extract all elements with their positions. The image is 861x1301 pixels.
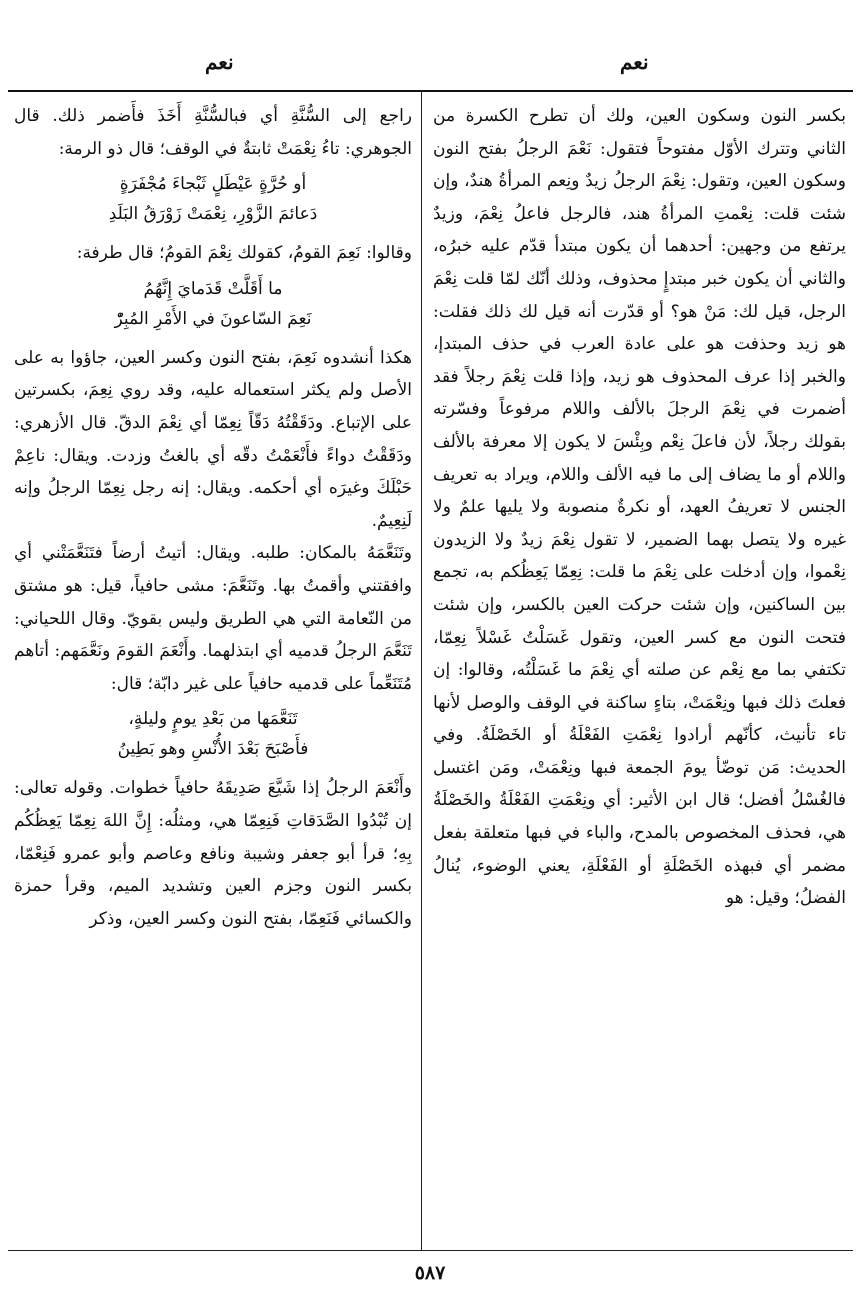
left-paragraph-4: وتَنَعَّمَهُ بالمكان: طلبه. ويقال: أتيتُ أرضاً فتَنَعَّمَتْني أي وافقتني وأقمتُ بها. وتَنَعَّمَ: مشى حافياً، قيل: هو مشتق من النّعامة التي هي الطريق وليس بقويّ. وقال اللحياني: تَنَعَّمَ الرجلُ قدميه أي ابتذلهما. وأَنْعَمَ القومَ ونَعَّمَهم: أتاهم مُتَنَعِّماً على قدميه حافياً على غير دابّة؛ قال:	[14, 543, 412, 694]
running-header-right: نعم	[620, 50, 649, 74]
poem-quotation	[14, 704, 412, 764]
poem-line: دَعائمَ الزَّوْرِ، نِعْمَتْ زَوْرَقُ البَلَدِ	[108, 204, 318, 225]
footer-divider	[8, 1250, 853, 1251]
left-paragraph-3: هكذا أنشدوه نَعِمَ، بفتح النون وكسر العين، جاؤوا به على الأصل ولم يكثر استعماله عليه، وقد روي نِعِمَ، بكسرتين على الإتباع. ودَقَقْتُهُ دَقّاً نِعِمّا أي نِعْمَ الدقّ. قال الأزهري: ودَقَقْتُ دواءً فأَنْعَمْتُ دقّه أي بالغتُ وزدت. ويقال: ناعِمْ حَبْلَكَ وغيرَه أي أحكمه. ويقال: إنه رجل نِعِمّا الرجلُ وإنه لَنِعِيمٌ.	[14, 347, 412, 531]
poem-tarafa	[14, 274, 412, 334]
left-paragraph-2: وقالوا: نَعِمَ القومُ، كقولك نِعْمَ القومُ؛ قال طرفة:	[76, 243, 412, 264]
header-divider	[8, 90, 853, 92]
left-paragraph-1: راجع إلى السُّنَّةِ أي فبالسُّنَّةِ أَخَذَ فأَضمر ذلك. قال الجوهري: تاءُ نِعْمَتْ ثابتةٌ في الوقف؛ قال ذو الرمة:	[14, 106, 412, 159]
poem-line: ما أَقَلَّتْ قَدَمايَ إِنَّهُمُ	[143, 278, 283, 299]
running-header-left: نعم	[205, 50, 234, 74]
column-divider	[421, 92, 422, 1250]
poem-line: فأَصْبَحَ بَعْدَ الأُنْسِ وهو بَطِينُ	[117, 739, 309, 760]
poem-line: أو حُرَّةٍ عَيْطَلٍ ثَبْجاءَ مُجْفَرَةٍ	[119, 174, 307, 195]
left-paragraph-5: وأَنْعَمَ الرجلُ إذا شَيَّعَ صَدِيقَهُ حافياً خطوات. وقوله تعالى: إن تُبْدُوا الصَّدَقاتِ فَنِعِمّا هي، ومثلُه: إِنَّ اللهَ نِعِمّا يَعِظُكُم بِهِ؛ قرأ أبو جعفر وشيبة ونافع وعاصم وأبو عمرو فَنِعْمّا، بكسر النون وجزم العين وتشديد الميم، وقرأ حمزة والكسائي فَنَعِمّا، بفتح النون وكسر العين، وذكر	[14, 778, 412, 929]
poem-dhu-al-rumma	[14, 169, 412, 229]
right-column	[433, 100, 846, 1245]
left-column	[14, 100, 412, 1245]
page-number: ٥٨٧	[414, 1262, 446, 1284]
right-column-paragraph: بكسر النون وسكون العين، ولك أن تطرح الكسرة من الثاني وتترك الأوّل مفتوحاً فتقول: نَعْمَ الرجلُ بفتح النون وسكون العين، وتقول: نِعْمَ الرجلُ زيدٌ ونِعم المرأةُ هندٌ، وإن شئت قلت: نِعْمتِ المرأةُ هند، فالرجل فاعلُ نِعْمَ، وزيدٌ يرتفع من وجهين: أحدهما أن يكون مبتدأ قدّم عليه خبرُه، والثاني أن يكون خبر مبتدإٍ محذوف، وذلك أنّك لمّا قلت نِعْمَ الرجل، قيل لك: مَنْ هو؟ أو قدّرت أنه قيل لك ذلك فقلت: هو زيد وحذفت هو على عادة العرب في حذف المبتدإ، والخبر إذا عرف المحذوف هو زيد، وإذا قلت نِعْمَ رجلاً فقد أضمرت في نِعْمَ الرجلَ بالألف واللام مرفوعاً وفسّرته بقولك رجلاً، لأن فاعلَ نِعْم وبِئْسَ لا يكون إلا معرفة بالألف واللام أو ما يضاف إلى ما فيه الألف واللام، ويراد به تعريف الجنس لا تعريفُ العهد، أو نكرةٌ منصوبة ولا يليها علمٌ ولا غيره ولا يتصل بهما الضمير، لا تقول نِعْمَ زيدٌ ولا الزيدون نِعْموا، وإن أدخلت على نِعْمَ ما قلت: نِعِمّا يَعِظُكم به، تجمع بين الساكنين، وإن شئت حركت العين بالكسر، وإن شئت فتحت النون مع كسر العين، وتقول غَسَلْتُ غَسْلاً نِعِمّا، تكتفي بما مع نِعْم عن صلته أي نِعْمَ ما غَسَلْتُه، وقالوا: إن فعلتَ ذلك فبها ونِعْمَتْ، بتاءٍ ساكنة في الوقف والوصل لأنها تاء تأنيث، كأنّهم أرادوا نِعْمَتِ الفَعْلَةُ أو الخَصْلَةُ. وفي الحديث: مَن توضّأ يومَ الجمعة فبها ونِعْمَتْ، ومَن اغتسل فالغُسْلُ أفضل؛ قال ابن الأثير: أي ونِعْمَتِ الفَعْلَةُ والخَصْلَةُ هي، فحذف المخصوص بالمدح، والباء في فبها متعلقة بفعل مضمر أي فبهذه الخَصْلَةِ أو الفَعْلَةِ، يعني الوضوء، يُنالُ الفضلُ؛ وقيل: هو	[433, 106, 846, 909]
poem-line: تَنَعَّمَها من بَعْدِ يومٍ وليلةٍ،	[128, 709, 298, 730]
poem-line: نَعِمَ السّاعونَ في الأَمْرِ المُبِرّْ	[114, 308, 312, 329]
